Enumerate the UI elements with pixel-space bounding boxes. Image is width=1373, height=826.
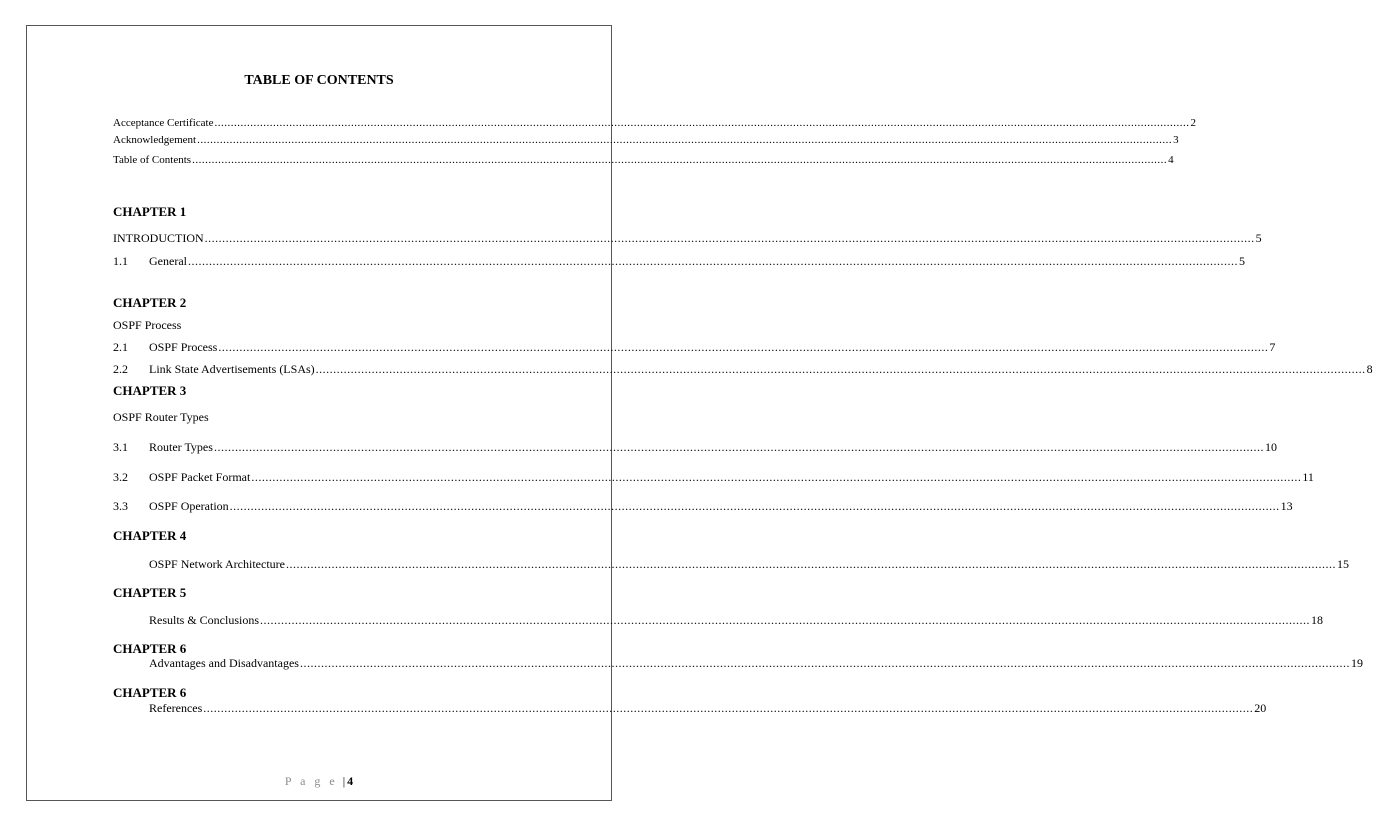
chapter-6-heading: CHAPTER 6 [113,641,187,656]
toc-entry-label: General [149,254,187,268]
toc-entry-3-3[interactable] [113,499,1293,513]
toc-entry-page: 3 [1173,134,1179,146]
toc-entry-page: 15 [1336,557,1349,571]
toc-entry-page: 18 [1311,613,1324,627]
dot-leader: ............................................................................................................................................................................................................................................................................................................ [229,499,1280,513]
toc-entry-2-2[interactable] [113,362,1373,376]
dot-leader: ............................................................................................................................................................................................................................................................................................................ [204,231,1255,245]
toc-entry-page: 11 [1302,470,1314,484]
chapter-3-subtitle: OSPF Router Types [113,410,209,424]
dot-leader: ............................................................................................................................................................................................................................................................................................................ [285,557,1336,571]
toc-entry-number: 3.1 [113,440,128,454]
toc-entry-number: 1.1 [113,254,128,268]
toc-entry-label: Table of Contents [113,154,192,166]
page-word: P a g e [284,774,338,788]
chapter-1-heading: CHAPTER 1 [113,204,187,219]
toc-entry-number: 2.1 [113,340,128,354]
page-number: 4 [347,774,354,788]
toc-entry-label: OSPF Process [149,340,218,354]
toc-entry-acknowledgement[interactable] [113,133,1179,147]
dot-leader: ............................................................................................................................................................................................................................................................................................................ [192,154,1168,166]
toc-entry-page: 4 [1168,154,1174,166]
toc-entry-introduction[interactable] [113,231,1262,245]
toc-entry-2-1[interactable] [113,340,1276,354]
chapter-2-subtitle: OSPF Process [113,318,182,332]
dot-leader: ............................................................................................................................................................................................................................................................................................................ [187,254,1238,268]
toc-entry-label: Advantages and Disadvantages [149,656,299,670]
chapter-3-heading: CHAPTER 3 [113,383,187,398]
dot-leader: ............................................................................................................................................................................................................................................................................................................ [197,134,1173,146]
dot-leader: ............................................................................................................................................................................................................................................................................................................ [251,470,1302,484]
toc-entry-network-architecture[interactable] [149,557,1349,571]
toc-entry-references[interactable] [149,701,1267,715]
page-separator: | [342,774,346,788]
toc-entry-page: 19 [1350,656,1363,670]
dot-leader: ............................................................................................................................................................................................................................................................................................................ [218,340,1269,354]
page-footer [0,774,638,789]
toc-entry-advantages[interactable] [149,656,1363,670]
toc-entry-page: 20 [1254,701,1267,715]
toc-entry-label: OSPF Network Architecture [149,557,285,571]
toc-entry-page: 13 [1280,499,1293,513]
toc-entry-number: 3.2 [113,470,128,484]
toc-entry-page: 2 [1190,117,1196,129]
toc-entry-page: 10 [1264,440,1277,454]
toc-entry-label: Link State Advertisements (LSAs) [149,362,315,376]
toc-entry-page: 5 [1255,231,1262,245]
chapter-4-heading: CHAPTER 4 [113,528,187,543]
toc-entry-label: Acceptance Certificate [113,117,214,129]
toc-entry-page: 8 [1366,362,1373,376]
toc-entry-acceptance-certificate[interactable] [113,116,1196,130]
toc-entry-label: Results & Conclusions [149,613,260,627]
chapter-6-heading-references: CHAPTER 6 [113,685,187,700]
dot-leader: ............................................................................................................................................................................................................................................................................................................ [203,701,1254,715]
toc-entry-page: 5 [1238,254,1245,268]
toc-entry-label: INTRODUCTION [113,231,204,245]
toc-entry-number: 2.2 [113,362,128,376]
toc-entry-results-conclusions[interactable] [149,613,1324,627]
toc-entry-label: Acknowledgement [113,134,197,146]
page-title: TABLE OF CONTENTS [244,73,394,88]
toc-entry-3-1[interactable] [113,440,1277,454]
dot-leader: ............................................................................................................................................................................................................................................................................................................ [260,613,1311,627]
toc-entry-label: OSPF Packet Format [149,470,251,484]
dot-leader: ............................................................................................................................................................................................................................................................................................................ [315,362,1366,376]
toc-entry-label: Router Types [149,440,213,454]
toc-entry-table-of-contents[interactable] [113,153,1174,167]
toc-entry-label: OSPF Operation [149,499,229,513]
chapter-2-heading: CHAPTER 2 [113,295,187,310]
chapter-5-heading: CHAPTER 5 [113,585,187,600]
toc-entry-page: 7 [1269,340,1276,354]
toc-entry-number: 3.3 [113,499,128,513]
dot-leader: ............................................................................................................................................................................................................................................................................................................ [299,656,1350,670]
toc-entry-3-2[interactable] [113,470,1314,484]
dot-leader: ............................................................................................................................................................................................................................................................................................................ [214,117,1190,129]
toc-entry-1-1[interactable] [113,254,1245,268]
dot-leader: ............................................................................................................................................................................................................................................................................................................ [213,440,1264,454]
toc-entry-label: References [149,701,203,715]
